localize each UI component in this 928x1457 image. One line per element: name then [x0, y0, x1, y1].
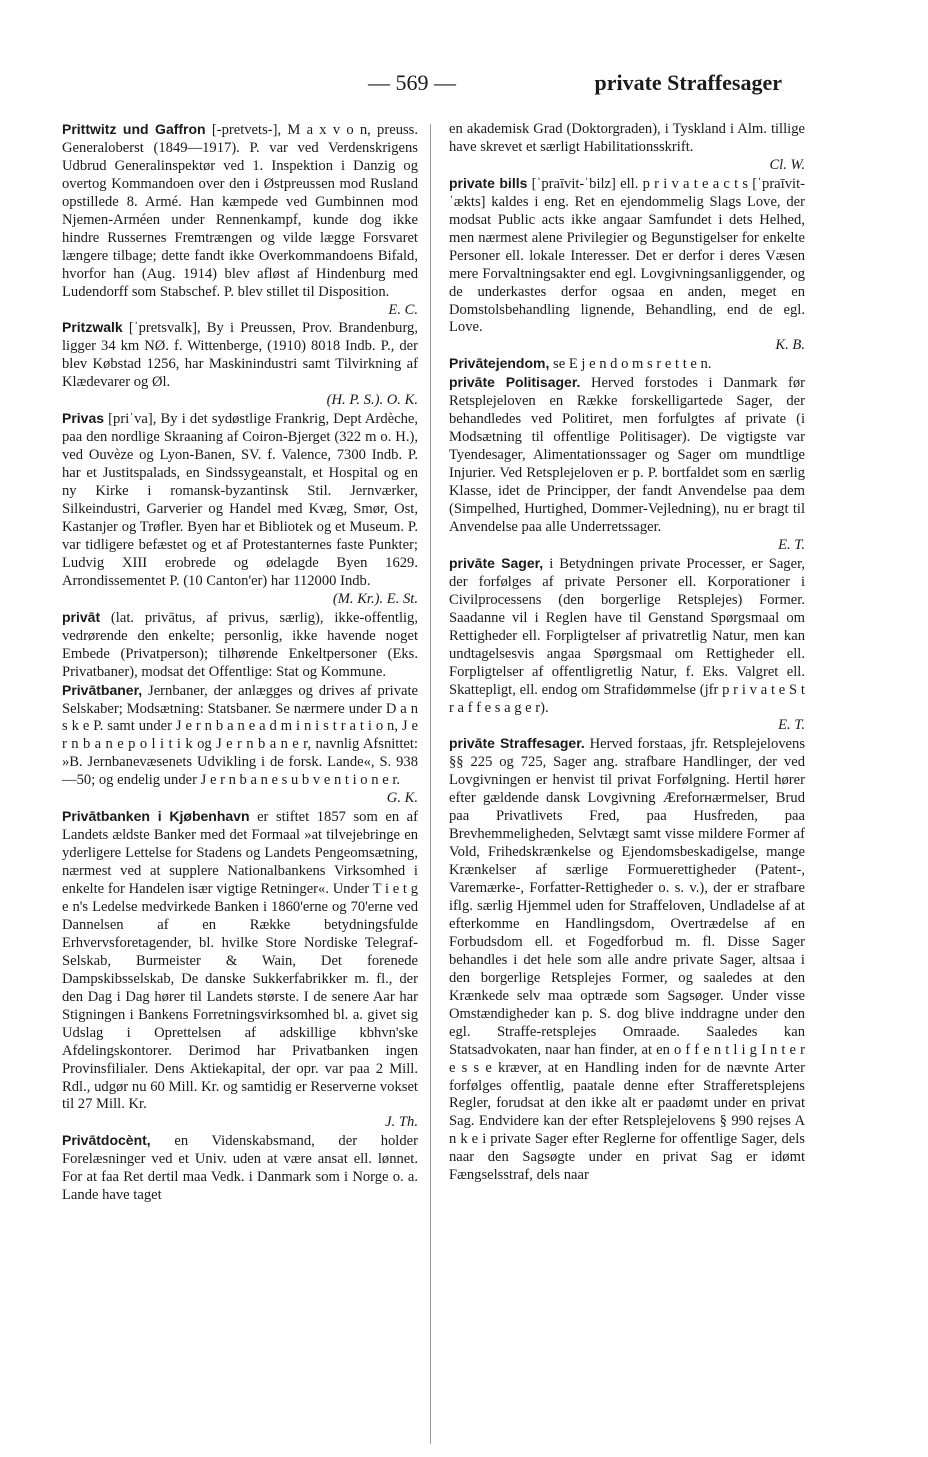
entry-privatdocent-cont — [449, 121, 805, 175]
entry-text: [-pretvets-], M a x v o n, preuss. Generaloberst (1849—1917). P. var ved Verdenskrigens Udbrud Generalinspektør ved 1. Inspektion i Danzig og overtog Kommandoen over den i Østpreussen mod Rusland opstillede 8. Armé. Han kæmpede ved Gumbinnen mod Njemen-Arméen under Rennenkampf, kunde dog ikke hindre Russernes Fremtrængen og vilde lægge Forsvaret længere tilbage; dette fandt ikke Overkommandoens Bifald, hvorfor han (Aug. 1914) blev afløst af Hindenburg med Ludendorff som Stabschef. P. blev stillet til Disposition. — [62, 122, 418, 300]
entry-privat — [62, 609, 418, 682]
entry-pritzwalk — [62, 319, 418, 410]
entry-text: en akademisk Grad (Doktorgraden), i Tyskland i Alm. tillige have skrevet et særligt Habilitationsskrift. — [449, 121, 805, 155]
headword: Privātbanken i Kjøbenhavn — [62, 808, 250, 825]
page-header — [0, 70, 928, 100]
entry-text: [priˈva], By i det sydøstlige Frankrig, Dept Ardèche, paa den nordlige Skraaning af Coiron-Bjerget (322 m o. H.), ved Ouvèze og Lyon-Banen, SV. f. Valence, 7300 Indb. P. har et Justitspalads, en Sindssygeanstalt, et Hospital og en ny Kirke i romansk-byzantinsk Stil. Jernværker, Silkeindustri, Garverier og Handel med Kvæg, Smør, Ost, Kastanjer og Trøfler. Byen har et Bibliotek og et Museum. P. var tidligere befæstet og et af Protestanternes faste Punkter; Ludvig XIII erobrede og ødelagde Byen 1629. Arrondissementet P. (10 Canton'er) har 112000 Indb. — [62, 411, 418, 589]
running-title: private Straffesager — [594, 70, 782, 95]
entry-private-politisager — [449, 374, 805, 555]
entry-text: [ˈpretsvalk], By i Preussen, Prov. Brandenburg, ligger 34 km NØ. f. Wittenberge, (1910) 8018 Indb. P., der blev Købstad 1256, har Maskinindustri samt Tilvirkning af Klædevarer og Øl. — [62, 320, 418, 391]
entry-signature: G. K. — [386, 790, 418, 807]
entry-text: er stiftet 1857 som en af Landets ældste Banker med det Formaal »at tilvejebringe en yderligere Lettelse for Stadens og Landets Pengeomsætning, nærmest ved at supplere Nationalbankens Virksomhed i enkelte for Handelen især vigtige Retninger«. Under T i e t g e n's Ledelse medvirkede Banken i 1860'erne og 70'erne ved Dannelsen af en Række betydningsfulde Erhvervsforetagender, bl. hvilke Store Nordiske Telegraf-Selskab, Burmeister & Wain, Det forenede Dampskibsselskab, De danske Sukkerfabrikker m. fl., der den Dag i Dag hører til Landets største. I de senere Aar har Stigningen i Bankens Forretningsvirksomhed bl. a. givet sig Udslag i Oprettelsen af adskillige kbhvn'ske Afdelingskontorer. Derimod har Privatbanken ingen Provinsfilialer. Dens Aktiekapital, der opr. var paa 2 Mill. Rdl., udgør nu 60 Mill. Kr. og samtidig er Reserverne vokset til 27 Mill. Kr. — [62, 809, 418, 1113]
entry-text: Herved forstaas, jfr. Retsplejelovens §§ 225 og 725, Sager ang. strafbare Handlinger, der ved Lovgivningen er henvist til privat Forfølgning. Hertil hører efter gældende dansk Lovgivning Æreforнærmelser, Brud paa Privatlivets Fred, paa Husfreden, paa Brevhemmeligheden, Selvtægt samt visse mildere Former af Vold, Frihedskrænkelse og Ejendomsbeskadigelse, mange Krænkelser af særlige Formuerettigheder (Patent-, Varemærke-, Forfatter-Rettigheder o. s. v.), der er strafbare iflg. særlig Hjemmel uden for Straffeloven, Undladelse af at efterkomme en Handlingsdom, Overtrædelse af en Forbudsdom ell. et Fogedforbud m. fl. Disse Sager behandles i det hele som alle andre private Sager, altsaa i den borgerlige Retsplejes Former, og saaledes at den Krænkede selv maa optræde som Sagsøger. Under visse Omstændigheder kan p. S. dog blive inddragne under den egl. Straffe-retsplejes Omraade. Saaledes kan Statsadvokaten, naar han finder, at en o f f e n t l i g I n t e r e s s e kræver, at en Handling inden for de nævnte Arter forfølges offentlig, paatale denne efter Strafferetsplejens Regler, forudsat at den ikke alt er paadømt under en privat Sag. Endvidere kan der efter Retsplejelovens § 990 rejses A n k e i private Sager efter Reglerne for offentlige Sager, dels naar den Sagsøgte under en privat Sag er idømt Fængselsstraf, dels naar — [449, 736, 805, 1184]
entry-signature: (H. P. S.). O. K. — [326, 392, 418, 409]
left-column — [62, 121, 418, 1205]
entry-privas — [62, 410, 418, 608]
entry-privatejendom — [449, 355, 805, 374]
headword: privāte Sager, — [449, 554, 544, 571]
entry-privatbanken — [62, 808, 418, 1132]
entry-private-bills — [449, 175, 805, 356]
headword: Privas — [62, 410, 105, 427]
headword: private bills — [449, 174, 528, 191]
entry-signature: (M. Kr.). E. St. — [332, 590, 418, 607]
entry-text: (lat. privātus, af privus, særlig), ikke-offentlig, vedrørende den enkelte; personlig, ikke havende noget Embede (Privatperson); tilhørende Enkeltpersoner (Eks. Privatbaner), modsat det Offentlige: Stat og Kommune. — [62, 609, 418, 680]
entry-text: Herved forstodes i Danmark før Retsplejeloven en Række forskelligartede Sager, der behandledes ved Politiret, men forfulgtes af private (i Modsætning til offentlige Politisager). De vigtigste var Tyendesager, Alimentationssager og Sager om mundtlige Injurier. Ved Retsplejeloven er p. P. bortfaldet som en særlig Klasse, idet de Principper, der fandt Anvendelse paa dem (Simpelhed, Hurtighed, Dommer-Vejledning), nu er bragt til Anvendelse paa alle Underretssager. — [449, 375, 805, 535]
entry-private-sager — [449, 555, 805, 736]
entry-signature: E. T. — [778, 536, 805, 553]
headword: Prittwitz und Gaffron — [62, 121, 206, 137]
entry-text: [ˈpraīvit-ˈbilz] ell. p r i v a t e a c t s [ˈpraīvit-ˈækts] kaldes i eng. Ret en ejendommelig Slags Love, der modsat Public acts ikke angaar Samfundet i dets Helhed, men nærmest alene Privilegier og Begunstigelser for enkelte Personer ell. lokale Interesser. Det er derfor i deres Væsen mere Forvaltningsakter end egl. Lovgivningsanliggender, og de underkastes derfor ogsaa en anden, meget en Domstolsbehandling lignende, Behandling, end de egl. Love. — [449, 175, 805, 336]
headword: Privātejendom, — [449, 355, 550, 372]
headword: privāte Straffesager. — [449, 735, 585, 752]
headword: Pritzwalk — [62, 319, 123, 336]
entry-signature: Cl. W. — [769, 156, 805, 173]
entry-signature: K. B. — [775, 337, 805, 354]
entry-signature: J. Th. — [385, 1114, 418, 1131]
entry-prittwitz — [62, 121, 418, 319]
entry-privatdocent — [62, 1132, 418, 1205]
column-divider — [430, 124, 431, 1444]
entry-signature: E. C. — [388, 301, 418, 318]
entry-private-straffesager — [449, 735, 805, 1185]
page-number: — 569 — — [368, 70, 456, 95]
entry-privatbaner — [62, 682, 418, 809]
entry-text: se E j e n d o m s r e t t e n. — [549, 356, 712, 373]
headword: Privātbaner, — [62, 681, 143, 698]
headword: Privātdocènt, — [62, 1132, 151, 1149]
entry-text: i Betydningen private Processer, er Sager, der forfølges af private Personer ell. Korporationer i Civilprocessens (den borgerlige Retsplejes) Former. Saadanne vil i Reglen have til Genstand Spørgsmaal om Rettigheder ell. Forpligtelser af privatretlig Natur, men kan undtagelsesvis angaa Spørgsmaal om Rettigheder ell. Forpligtelser af offentligretlig Natur, f. Eks. Valgret ell. Skattepligt, ell. endog om Strafidømmelse (jfr p r i v a t e S t r a f f e s a g e r). — [449, 555, 805, 716]
right-column — [449, 121, 805, 1185]
headword: privāt — [62, 608, 101, 625]
headword: privāte Politisager. — [449, 374, 581, 391]
entry-text: Jernbaner, der anlægges og drives af private Selskaber; Modsætning: Statsbaner. Se nærmere under D a n s k e P. samt under J e r n b a n e a d m i n i s t r a t i o n, J e r n b a n e p o l i t i k og J e r n b a n e r, navnlig Afsnittet: »B. Jernbanevæsenets Udvikling i de forsk. Lande«, S. 938—50; og endelig under J e r n b a n e s u b v e n t i o n e r. — [62, 682, 418, 789]
entry-text: en Videnskabsmand, der holder Forelæsninger ved et Univ. uden at være ansat ell. lønnet. For at faa Ret dertil maa Vedk. i Danmark som i Norge o. a. Lande have taget — [62, 1133, 418, 1204]
entry-signature: E. T. — [778, 717, 805, 734]
